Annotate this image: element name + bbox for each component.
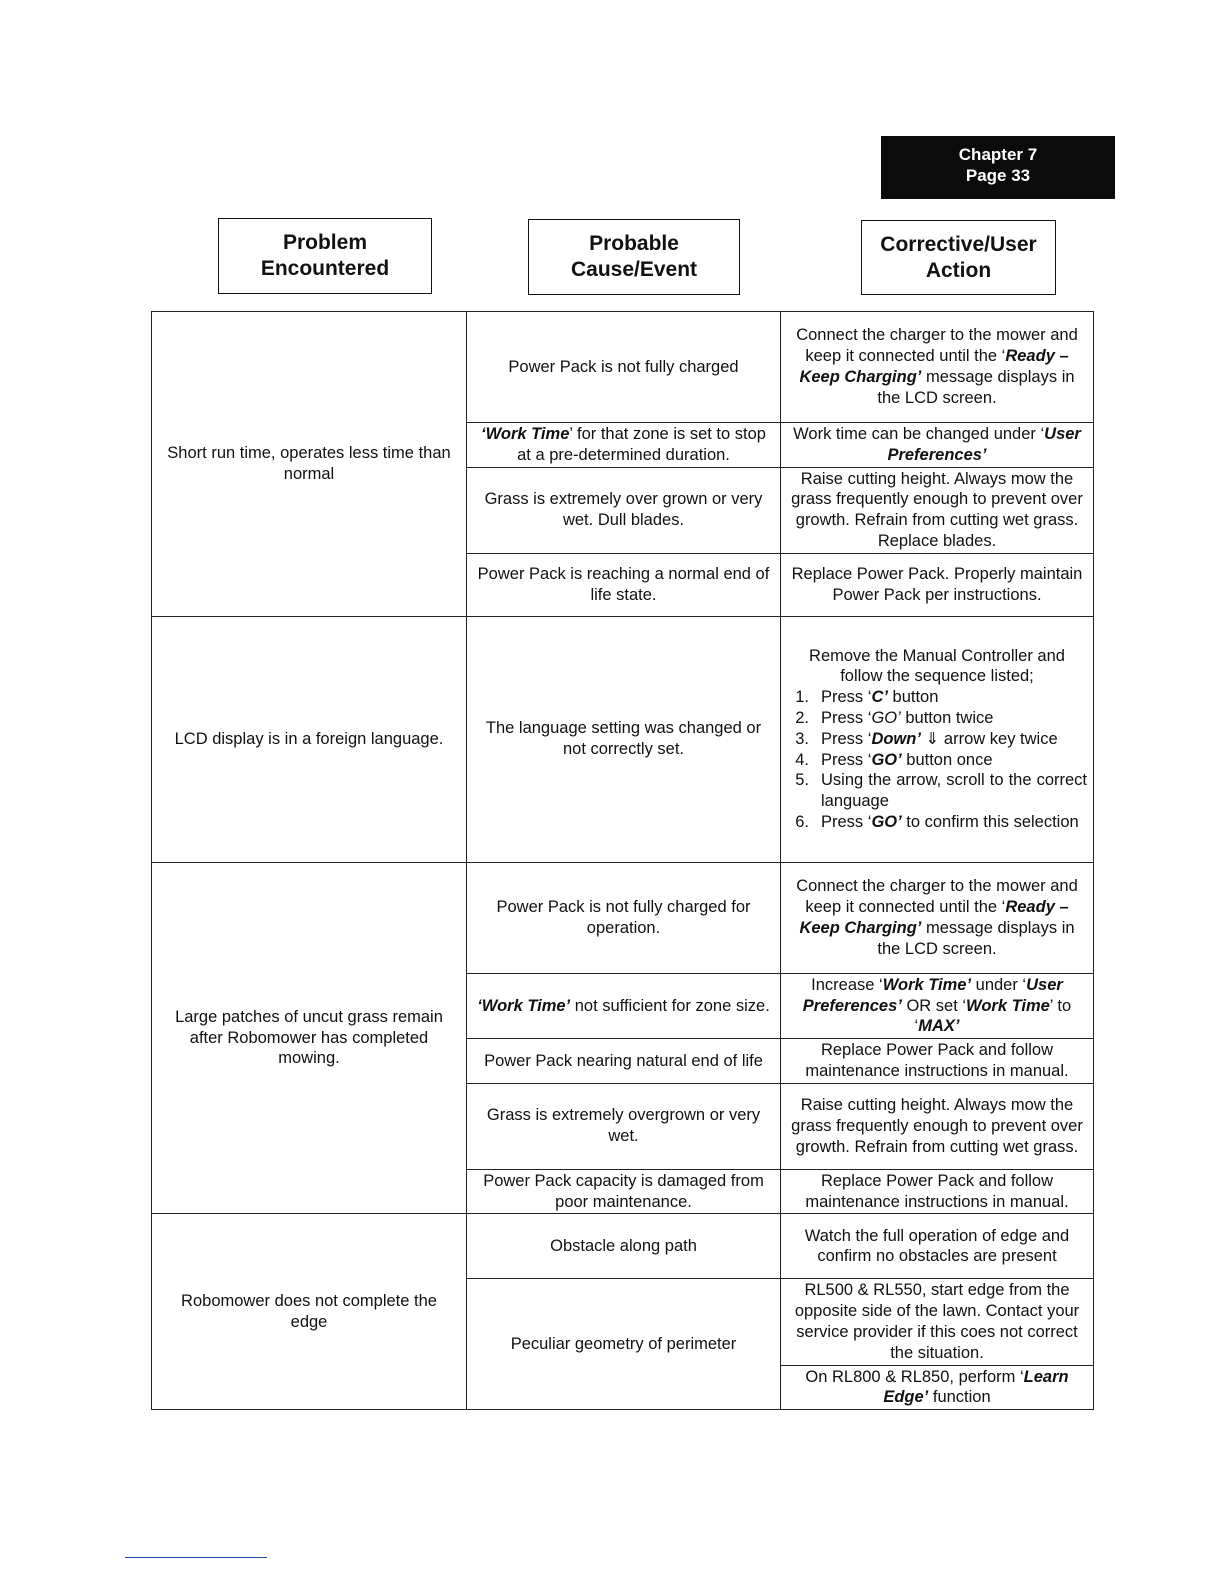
steps-list: [787, 687, 1087, 833]
chapter-label: Chapter 7: [958, 145, 1038, 164]
step-text: Press ‘: [821, 729, 872, 748]
cause-text: not sufficient for zone size.: [570, 996, 770, 1015]
header-cause-text: Probable Cause/Event: [570, 232, 698, 281]
action-cell: [781, 973, 1094, 1038]
action-text: ‘: [1001, 347, 1006, 366]
action-text: ’ to ‘: [914, 996, 1072, 1036]
table-row: [152, 1214, 1094, 1279]
action-emphasis: User Preferences’: [802, 975, 1063, 1015]
step-text: to confirm this selection: [901, 813, 1079, 832]
step-emphasis: C’: [871, 688, 888, 707]
step-emphasis: GO’: [871, 750, 902, 769]
step-number: 6.: [795, 813, 809, 832]
action-emphasis: Work Time’: [882, 975, 972, 994]
action-text: function: [928, 1388, 991, 1407]
step-text: button once: [901, 750, 993, 769]
action-text: Work time can be changed under: [793, 425, 1041, 443]
cause-cell: Obstacle along path: [467, 1214, 781, 1279]
table-row: [152, 862, 1094, 973]
troubleshooting-table: [151, 311, 1094, 1410]
cause-cell: Power Pack nearing natural end of life: [467, 1039, 781, 1084]
action-text: OR set ‘: [901, 996, 967, 1015]
problem-cell: Short run time, operates less time than normal: [152, 312, 467, 617]
action-text: Connect the charger to the mower and keep it connected until the: [796, 877, 1078, 916]
action-cell: Raise cutting height. Always mow the grass frequently enough to prevent over growth. Refrain from cutting wet grass.: [781, 1083, 1094, 1169]
action-cell: [781, 862, 1094, 973]
list-item: [787, 750, 1087, 771]
step-text: button twice: [900, 709, 994, 728]
action-cell: [781, 423, 1094, 468]
action-emphasis: Work Time: [966, 996, 1050, 1015]
cause-emphasis: ‘Work Time’: [477, 996, 571, 1015]
cause-cell: Grass is extremely over grown or very wet. Dull blades.: [467, 467, 781, 553]
step-emphasis: GO’: [871, 813, 902, 832]
action-intro: Remove the Manual Controller and follow the sequence listed;: [809, 646, 1065, 686]
step-number: 5.: [795, 771, 809, 790]
step-text: Press ‘: [821, 750, 872, 769]
action-text: On RL800 & RL850, perform ‘: [805, 1367, 1024, 1386]
cause-cell: Power Pack is not fully charged: [467, 312, 781, 423]
step-text: Press ‘: [821, 709, 872, 728]
step-text: Press ‘: [821, 813, 872, 832]
action-cell: [781, 1365, 1094, 1410]
list-item: [787, 687, 1087, 708]
problem-cell: Large patches of uncut grass remain after Robomower has completed mowing.: [152, 862, 467, 1214]
step-text: Press ‘: [821, 688, 872, 707]
header-problem-text: Problem Encountered: [260, 231, 390, 280]
action-cell: Replace Power Pack. Properly maintain Power Pack per instructions.: [781, 553, 1094, 616]
cause-cell: Power Pack is reaching a normal end of life state.: [467, 553, 781, 616]
action-cell: [781, 312, 1094, 423]
action-text: under ‘: [971, 975, 1027, 994]
cause-cell: The language setting was changed or not correctly set.: [467, 616, 781, 862]
action-text: ‘: [1001, 897, 1006, 916]
list-item: [787, 812, 1087, 833]
action-emphasis: Ready – Keep Charging’: [799, 347, 1069, 386]
problem-cell: Robomower does not complete the edge: [152, 1214, 467, 1410]
cause-text: ’ for that zone is set to stop at a pre-determined duration.: [517, 425, 766, 464]
action-text: Connect the charger to the mower and keep it connected until the: [796, 326, 1078, 366]
action-emphasis: MAX’: [918, 1017, 960, 1036]
cause-cell: Peculiar geometry of perimeter: [467, 1279, 781, 1410]
header-action-text: Corrective/User Action: [880, 232, 1037, 282]
step-number: 2.: [795, 709, 809, 728]
step-emphasis: Down’: [871, 729, 921, 748]
action-text: ‘: [1040, 425, 1045, 443]
action-cell: [781, 616, 1094, 862]
list-item: [787, 708, 1087, 729]
step-text: button: [887, 688, 939, 707]
step-number: 3.: [795, 729, 809, 748]
header-problem: [218, 218, 432, 294]
cause-cell: Power Pack capacity is damaged from poor maintenance.: [467, 1169, 781, 1214]
step-text: Using the arrow, scroll to the correct language: [821, 771, 1087, 811]
table-row: [152, 312, 1094, 423]
table-row: [152, 616, 1094, 862]
action-emphasis: Ready – Keep Charging’: [799, 897, 1069, 937]
action-cell: Replace Power Pack and follow maintenance instructions in manual.: [781, 1039, 1094, 1084]
cause-cell: Grass is extremely overgrown or very wet.: [467, 1083, 781, 1169]
action-text: message displays in the LCD screen.: [877, 368, 1075, 407]
step-text: ⇓ arrow key twice: [920, 729, 1058, 748]
chapter-page-badge: [881, 136, 1115, 199]
footnote-divider: [125, 1557, 267, 1558]
header-cause: [528, 219, 740, 295]
step-emphasis: GO’: [871, 709, 901, 728]
action-text: message displays in the LCD screen.: [877, 918, 1075, 958]
action-emphasis: User Preferences’: [887, 425, 1081, 464]
action-cell: Watch the full operation of edge and confirm no obstacles are present: [781, 1214, 1094, 1279]
action-cell: RL500 & RL550, start edge from the opposite side of the lawn. Contact your service provider if this coes not correct the situation.: [781, 1279, 1094, 1365]
header-action: [861, 220, 1056, 295]
cause-cell: Power Pack is not fully charged for operation.: [467, 862, 781, 973]
action-cell: Raise cutting height. Always mow the grass frequently enough to prevent over growth. Refrain from cutting wet grass. Replace blades.: [781, 467, 1094, 553]
step-number: 4.: [795, 750, 809, 769]
cause-cell: [467, 423, 781, 468]
list-item: [787, 770, 1087, 812]
problem-cell: LCD display is in a foreign language.: [152, 616, 467, 862]
action-text: Increase ‘: [811, 975, 883, 994]
cause-cell: [467, 973, 781, 1038]
list-item: [787, 729, 1087, 750]
cause-emphasis: ‘Work Time: [481, 425, 570, 443]
action-cell: Replace Power Pack and follow maintenance instructions in manual.: [781, 1169, 1094, 1214]
step-number: 1.: [795, 688, 809, 707]
page-label: Page 33: [965, 166, 1031, 185]
action-emphasis: Learn Edge’: [883, 1367, 1069, 1407]
